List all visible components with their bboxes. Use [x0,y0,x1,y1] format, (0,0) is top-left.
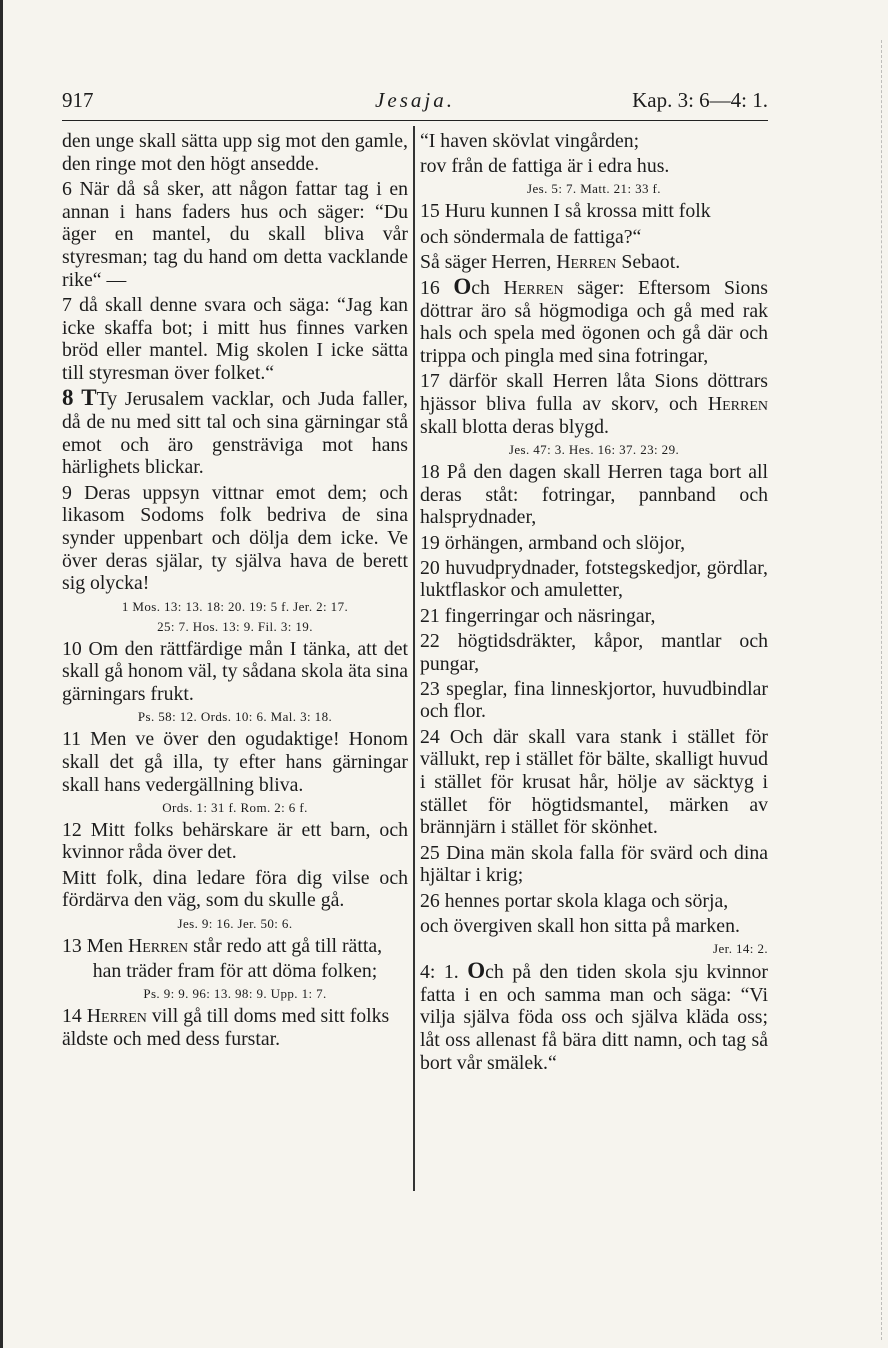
book-title: Jesaja. [375,88,455,112]
verse-10: 10 Om den rättfärdige mån I tänka, att det skall gå honom väl, ty sådana skola äta sina gärningars frukt. [62,637,408,705]
verse-26: 26 hennes portar skola klaga och sörja, [420,889,729,912]
verse-17 [420,370,768,438]
quote-line: rov från de fattiga är i edra hus. [420,155,670,178]
verse-13-start: 13 Men [62,934,123,957]
divine-name: Herren [86,1005,147,1027]
chapter-4-number: 4: 1. [420,961,459,983]
chapter-4-verse-1 [420,960,768,1075]
verse-15-sebaot: Sebaot. [621,250,681,273]
verse-17-text: 17 därför skall Herren låta Sions döttrars hjässor bliva fulla av skorv, och [420,370,768,416]
divine-name: Herren [556,250,617,273]
verse-13 [62,935,408,958]
cross-reference: Jes. 5: 7. Matt. 21: 33 f. [527,181,661,197]
scan-edge-right [880,40,882,1340]
scan-edge [0,0,3,1348]
verse-15-end [420,251,768,274]
chapter-4-initial: O [467,958,486,983]
verse-13-cont: han träder fram för att döma folken; [92,959,378,982]
verse-9: 9 Deras uppsyn vittnar emot dem; och likasom Sodoms folk bedriva de sina synder uppenbart och dölja dem icke. Ve över deras själar, ty själva hava de berett sig olycka! [62,481,408,595]
verse-16-text: säger: Eftersom Sions döttrar äro så högmodiga och gå med rak hals och spela med ögonen och gå där och trippa och pingla med sina fotringar, [420,277,768,368]
verse-8 [62,387,408,479]
verse-11: 11 Men ve över den ogudaktige! Honom skall det gå illa, ty efter hans gärningar skall hans vedergällning bliva. [62,728,408,796]
verse-16-och: ch [471,277,490,300]
left-column [62,130,408,1053]
verse-continuation: den unge skall sätta upp sig mot den gamle, den ringe mot den högt ansedde. [62,130,408,175]
cross-reference: Jes. 9: 16. Jer. 50: 6. [177,915,293,931]
verse-7: 7 då skall denne svara och säga: “Jag kan icke skaffa bot; i mitt hus finnes varken bröd eller mantel. Mig skolen I icke sätta till styresman över folket.“ [62,293,408,385]
verse-23: 23 speglar, fina linneskjortor, huvudbindlar och flor. [420,677,768,723]
verse-26-cont: och övergiven skall hon sitta på marken. [420,914,740,937]
running-header [62,88,768,121]
cross-reference: 25: 7. Hos. 13: 9. Fil. 3: 19. [157,618,313,634]
verse-16 [420,276,768,368]
right-column [420,130,768,1077]
verse-22: 22 högtidsdräkter, kåpor, mantlar och pungar, [420,629,768,675]
verse-16-number: 16 [420,277,440,300]
verse-24: 24 Och där skall vara stank i stället för vällukt, rep i stället för bälte, skalligt huvud i stället för krusat hår, hölje av säcktyg i stället för högtidsmantel, märken av brännjärn i stället för skönhet. [420,725,768,839]
divine-name: Herren [127,934,189,957]
cross-reference: Ps. 9: 9. 96: 13. 98: 9. Upp. 1: 7. [143,986,327,1001]
verse-8-text: Ty Jerusalem vacklar, och Juda faller, då de nu med sitt tal och sina gärningar stå emot och äro gensträviga mot hans härlighets blickar. [62,388,408,479]
cross-reference: Ords. 1: 31 f. Rom. 2: 6 f. [162,799,308,815]
verse-19: 19 örhängen, armband och slöjor, [420,531,686,554]
cross-reference: Jer. 14: 2. [713,941,768,956]
verse-6: 6 När då så sker, att någon fattar tag i en annan i hans faders hus och säger: “Du äger en mantel, du skall bliva vår styresman; tag du hand om detta vacklande rike“ — [62,177,408,291]
chapter-4-text: ch på den tiden skola sju kvinnor fatta i en och samma man och säga: “Vi vilja själva föda oss och själva kläda oss; låt oss allenast få bära ditt namn, och tag så bort vår smälek.“ [420,961,768,1074]
cross-reference: Jes. 47: 3. Hes. 16: 37. 23: 29. [508,441,680,457]
verse-15: 15 Huru kunnen I så krossa mitt folk [420,200,711,223]
verse-17-end: skall blotta deras blygd. [420,415,609,438]
page-number: 917 [62,88,94,112]
cross-reference: 1 Mos. 13: 13. 18: 20. 19: 5 f. Jer. 2: 17. [121,598,349,614]
verse-18: 18 På den dagen skall Herren taga bort all deras ståt: fotringar, pannband och halsprydnader, [420,460,768,529]
verse-14-text: vill gå till doms med sitt folks äldste och med dess furstar. [62,1005,390,1050]
verse-12: 12 Mitt folks behärskare är ett barn, och kvinnor råda över det. [62,818,408,864]
verse-15-cont: och söndermala de fattiga?“ [420,225,642,248]
verse-12-cont: Mitt folk, dina ledare föra dig vilse och fördärva den väg, som du skulle gå. [62,866,408,912]
divine-name: Herren [503,277,564,300]
verse-25: 25 Dina män skola falla för svärd och dina hjältar i krig; [420,841,768,887]
verse-8-number: 8 [62,385,74,411]
verse-8-initial: T [81,385,97,411]
verse-13-end: står redo att gå till rätta, [193,934,383,957]
verse-14-number: 14 [62,1005,82,1027]
verse-14 [62,1005,408,1050]
verse-20: 20 huvudprydnader, fotstegskedjor, gördlar, luktflaskor och amuletter, [420,556,768,602]
quote-line: “I haven skövlat vingården; [420,130,640,152]
verse-16-initial: O [453,274,472,300]
verse-15-says: Så säger Herren, [420,250,552,273]
verse-21: 21 fingerringar och näsringar, [420,604,656,627]
cross-reference: Ps. 58: 12. Ords. 10: 6. Mal. 3: 18. [137,709,333,725]
column-divider [413,126,415,1191]
divine-name: Herren [707,393,768,416]
chapter-reference: Kap. 3: 6—4: 1. [632,88,768,112]
